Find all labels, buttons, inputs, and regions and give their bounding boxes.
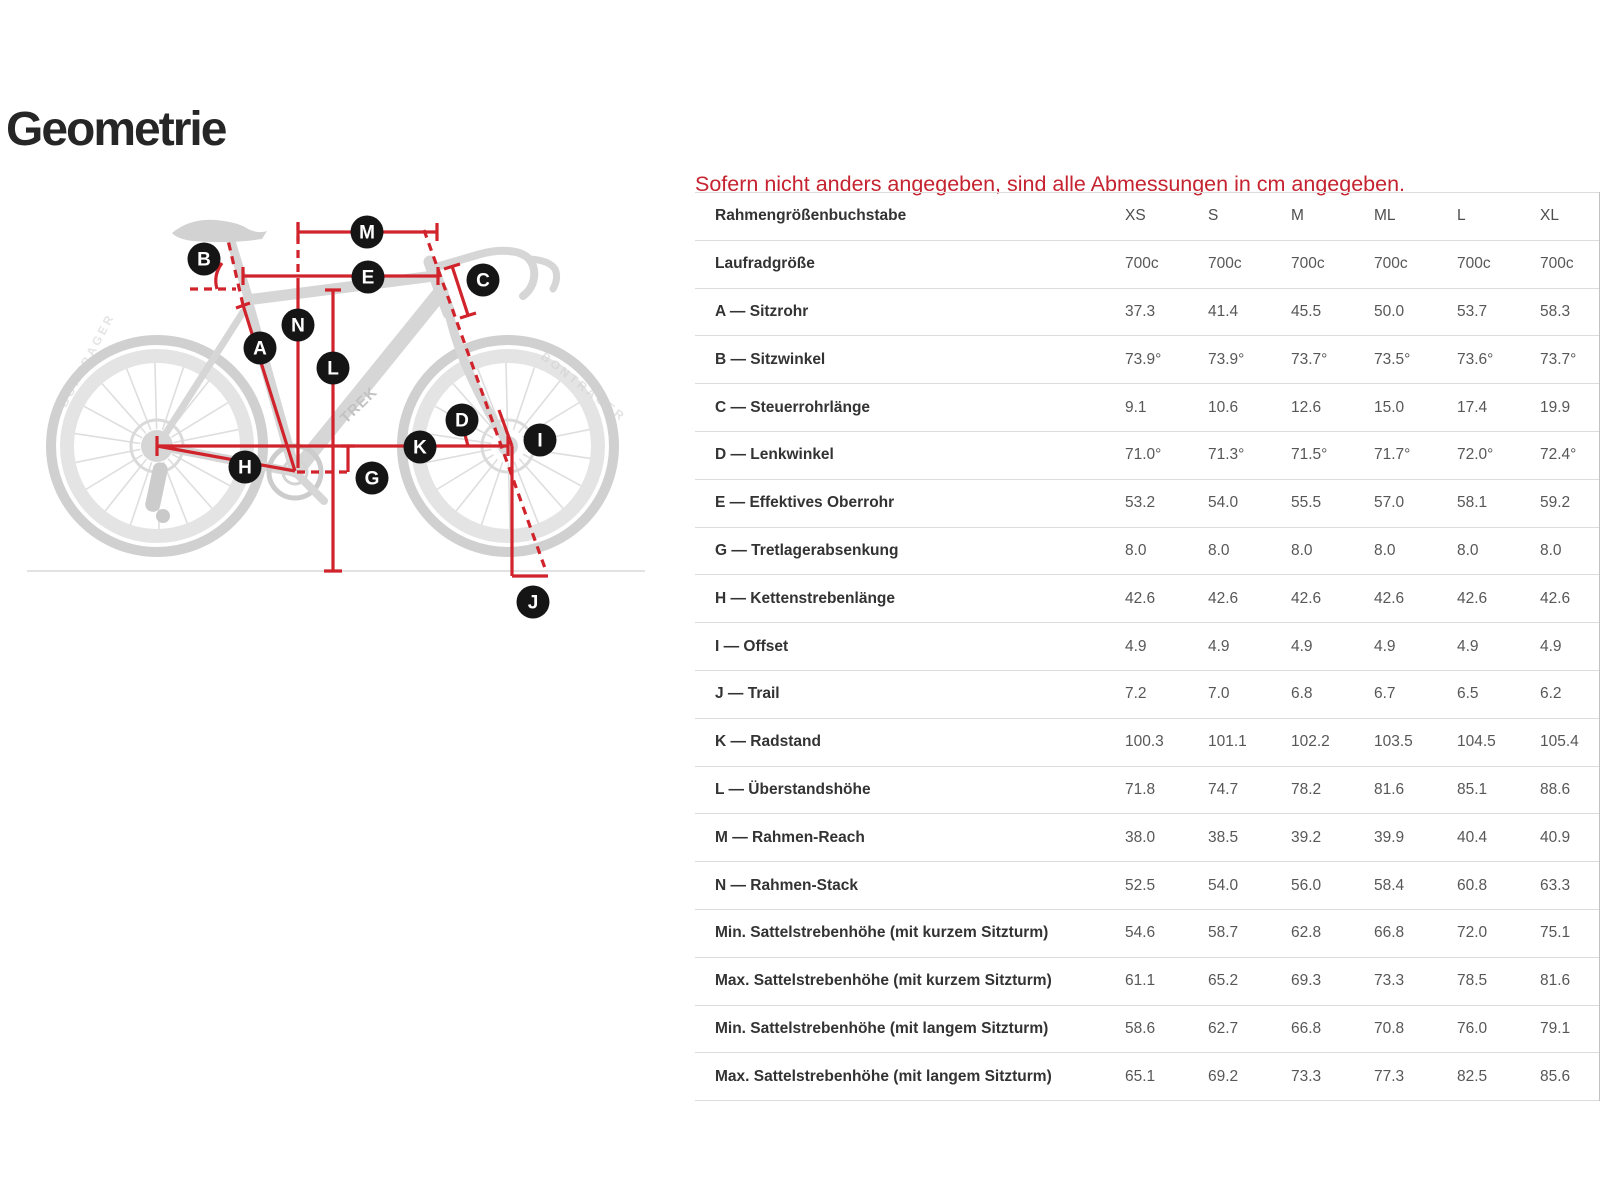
cell-value: 73.7° (1540, 336, 1600, 384)
table-row (695, 909, 1600, 957)
cell-value: 12.6 (1291, 384, 1374, 432)
cell-value: 58.3 (1540, 288, 1600, 336)
cell-value: 63.3 (1540, 862, 1600, 910)
cell-value: 56.0 (1291, 862, 1374, 910)
svg-text:A: A (253, 338, 267, 360)
cell-value: 78.5 (1457, 957, 1540, 1005)
cell-value: 8.0 (1125, 527, 1208, 575)
label-B (188, 243, 221, 276)
cell-value: 8.0 (1457, 527, 1540, 575)
cell-value: 19.9 (1540, 384, 1600, 432)
cell-value: 42.6 (1540, 575, 1600, 623)
label-E (352, 261, 385, 294)
cell-value: 78.2 (1291, 766, 1374, 814)
cell-value: 700c (1208, 240, 1291, 288)
cell-value: 73.3 (1291, 1053, 1374, 1101)
cell-value: 6.2 (1540, 670, 1600, 718)
cell-value: 62.8 (1291, 909, 1374, 957)
label-H (229, 451, 262, 484)
bike-diagram-svg (0, 180, 680, 640)
row-label: Laufradgröße (695, 240, 1125, 288)
cell-value: 700c (1125, 240, 1208, 288)
svg-text:D: D (455, 410, 469, 432)
svg-text:E: E (361, 267, 375, 289)
row-label: E — Effektives Oberrohr (695, 479, 1125, 527)
table-row (695, 431, 1600, 479)
row-label: J — Trail (695, 670, 1125, 718)
cell-value: 71.8 (1125, 766, 1208, 814)
cell-value: 72.0 (1457, 909, 1540, 957)
cell-value: 105.4 (1540, 718, 1600, 766)
table-row (695, 957, 1600, 1005)
cell-value: 73.5° (1374, 336, 1457, 384)
cell-value: 66.8 (1374, 909, 1457, 957)
cell-value: 59.2 (1540, 479, 1600, 527)
cell-value: 700c (1374, 240, 1457, 288)
cell-value: 76.0 (1457, 1005, 1540, 1053)
cell-value: 42.6 (1374, 575, 1457, 623)
geometry-table (695, 192, 1600, 1101)
cell-value: 53.7 (1457, 288, 1540, 336)
wheel-brand-decal-rear: BONTRAGER (56, 310, 118, 410)
cell-value: 17.4 (1457, 384, 1540, 432)
cell-value: 38.0 (1125, 814, 1208, 862)
column-header: ML (1374, 193, 1457, 241)
table-row (695, 336, 1600, 384)
cell-value: 85.1 (1457, 766, 1540, 814)
cell-value: 39.9 (1374, 814, 1457, 862)
svg-text:C: C (476, 270, 490, 292)
cell-value: 8.0 (1208, 527, 1291, 575)
cell-value: 101.1 (1208, 718, 1291, 766)
svg-text:I: I (537, 430, 543, 452)
table-row (695, 766, 1600, 814)
cell-value: 73.9° (1208, 336, 1291, 384)
table-row (695, 527, 1600, 575)
bike-geometry-diagram (0, 180, 680, 640)
label-A (244, 332, 277, 365)
label-D (446, 404, 479, 437)
svg-text:H: H (238, 457, 252, 479)
cell-value: 69.3 (1291, 957, 1374, 1005)
cell-value: 54.0 (1208, 479, 1291, 527)
cell-value: 58.4 (1374, 862, 1457, 910)
cell-value: 4.9 (1291, 623, 1374, 671)
wheel-brand-decal-front: BONTRAGER (538, 349, 629, 425)
cell-value: 54.0 (1208, 862, 1291, 910)
units-note: Sofern nicht anders angegeben, sind alle Abmessungen in cm angegeben. (695, 171, 1406, 196)
cell-value: 7.0 (1208, 670, 1291, 718)
cell-value: 71.7° (1374, 431, 1457, 479)
cell-value: 9.1 (1125, 384, 1208, 432)
table-row (695, 814, 1600, 862)
svg-text:N: N (291, 315, 305, 337)
column-header: XS (1125, 193, 1208, 241)
cell-value: 58.7 (1208, 909, 1291, 957)
cell-value: 8.0 (1291, 527, 1374, 575)
cell-value: 42.6 (1291, 575, 1374, 623)
cell-value: 82.5 (1457, 1053, 1540, 1101)
svg-text:J: J (527, 592, 539, 614)
label-M (351, 216, 384, 249)
row-label: L — Überstandshöhe (695, 766, 1125, 814)
row-label: I — Offset (695, 623, 1125, 671)
cell-value: 57.0 (1374, 479, 1457, 527)
cell-value: 62.7 (1208, 1005, 1291, 1053)
table-row (695, 623, 1600, 671)
label-I (524, 424, 557, 457)
cell-value: 81.6 (1540, 957, 1600, 1005)
cell-value: 73.7° (1291, 336, 1374, 384)
cell-value: 41.4 (1208, 288, 1291, 336)
row-label: D — Lenkwinkel (695, 431, 1125, 479)
cell-value: 104.5 (1457, 718, 1540, 766)
cell-value: 52.5 (1125, 862, 1208, 910)
cell-value: 40.9 (1540, 814, 1600, 862)
row-label: K — Radstand (695, 718, 1125, 766)
geometry-table-wrap (695, 192, 1600, 1101)
label-C (467, 264, 500, 297)
cell-value: 38.5 (1208, 814, 1291, 862)
cell-value: 40.4 (1457, 814, 1540, 862)
cell-value: 42.6 (1208, 575, 1291, 623)
cell-value: 10.6 (1208, 384, 1291, 432)
cell-value: 50.0 (1374, 288, 1457, 336)
cell-value: 103.5 (1374, 718, 1457, 766)
cell-value: 8.0 (1540, 527, 1600, 575)
cell-value: 4.9 (1374, 623, 1457, 671)
svg-text:K: K (413, 437, 427, 459)
column-header: XL (1540, 193, 1600, 241)
label-J (517, 586, 550, 619)
cell-value: 6.5 (1457, 670, 1540, 718)
cell-value: 700c (1457, 240, 1540, 288)
row-label: G — Tretlagerabsenkung (695, 527, 1125, 575)
cell-value: 79.1 (1540, 1005, 1600, 1053)
cell-value: 102.2 (1291, 718, 1374, 766)
cell-value: 88.6 (1540, 766, 1600, 814)
cell-value: 85.6 (1540, 1053, 1600, 1101)
table-row (695, 288, 1600, 336)
cell-value: 55.5 (1291, 479, 1374, 527)
cell-value: 58.1 (1457, 479, 1540, 527)
cell-value: 73.9° (1125, 336, 1208, 384)
cell-value: 6.8 (1291, 670, 1374, 718)
cell-value: 7.2 (1125, 670, 1208, 718)
table-row (695, 1005, 1600, 1053)
label-L (317, 352, 350, 385)
cell-value: 70.8 (1374, 1005, 1457, 1053)
table-row (695, 240, 1600, 288)
cell-value: 75.1 (1540, 909, 1600, 957)
cell-value: 6.7 (1374, 670, 1457, 718)
cell-value: 4.9 (1457, 623, 1540, 671)
column-header-label: Rahmengrößenbuchstabe (695, 193, 1125, 241)
cell-value: 65.1 (1125, 1053, 1208, 1101)
column-header: L (1457, 193, 1540, 241)
row-label: N — Rahmen-Stack (695, 862, 1125, 910)
cell-value: 4.9 (1125, 623, 1208, 671)
table-row (695, 1053, 1600, 1101)
cell-value: 71.3° (1208, 431, 1291, 479)
cell-value: 8.0 (1374, 527, 1457, 575)
cell-value: 700c (1540, 240, 1600, 288)
table-row (695, 718, 1600, 766)
table-row (695, 862, 1600, 910)
cell-value: 66.8 (1291, 1005, 1374, 1053)
frame-watermark: TREK (336, 383, 382, 427)
row-label: H — Kettenstrebenlänge (695, 575, 1125, 623)
row-label: C — Steuerrohrlänge (695, 384, 1125, 432)
cell-value: 72.0° (1457, 431, 1540, 479)
geometry-table-body (695, 240, 1600, 1100)
label-G (356, 462, 389, 495)
column-header: S (1208, 193, 1291, 241)
cell-value: 100.3 (1125, 718, 1208, 766)
cell-value: 71.0° (1125, 431, 1208, 479)
cell-value: 42.6 (1457, 575, 1540, 623)
header-row (695, 193, 1600, 241)
cell-value: 74.7 (1208, 766, 1291, 814)
cell-value: 42.6 (1125, 575, 1208, 623)
cell-value: 71.5° (1291, 431, 1374, 479)
label-K (404, 431, 437, 464)
row-label: Min. Sattelstrebenhöhe (mit kurzem Sitzturm) (695, 909, 1125, 957)
svg-text:L: L (327, 358, 339, 380)
column-header: M (1291, 193, 1374, 241)
cell-value: 72.4° (1540, 431, 1600, 479)
cell-value: 53.2 (1125, 479, 1208, 527)
row-label: B — Sitzwinkel (695, 336, 1125, 384)
cell-value: 60.8 (1457, 862, 1540, 910)
table-row (695, 575, 1600, 623)
cell-value: 15.0 (1374, 384, 1457, 432)
svg-text:G: G (364, 468, 380, 490)
cell-value: 65.2 (1208, 957, 1291, 1005)
cell-value: 700c (1291, 240, 1374, 288)
page-title: Geometrie (6, 103, 226, 157)
svg-text:M: M (359, 222, 375, 244)
cell-value: 39.2 (1291, 814, 1374, 862)
cell-value: 37.3 (1125, 288, 1208, 336)
cell-value: 58.6 (1125, 1005, 1208, 1053)
label-N (282, 309, 315, 342)
table-row (695, 670, 1600, 718)
row-label: Max. Sattelstrebenhöhe (mit langem Sitzturm) (695, 1053, 1125, 1101)
cell-value: 81.6 (1374, 766, 1457, 814)
row-label: Min. Sattelstrebenhöhe (mit langem Sitzturm) (695, 1005, 1125, 1053)
row-label: A — Sitzrohr (695, 288, 1125, 336)
saddle (172, 220, 267, 242)
table-row (695, 479, 1600, 527)
row-label: M — Rahmen-Reach (695, 814, 1125, 862)
table-row (695, 384, 1600, 432)
cell-value: 73.6° (1457, 336, 1540, 384)
cell-value: 61.1 (1125, 957, 1208, 1005)
cell-value: 73.3 (1374, 957, 1457, 1005)
cell-value: 45.5 (1291, 288, 1374, 336)
cell-value: 4.9 (1208, 623, 1291, 671)
row-label: Max. Sattelstrebenhöhe (mit kurzem Sitzturm) (695, 957, 1125, 1005)
cell-value: 4.9 (1540, 623, 1600, 671)
cell-value: 77.3 (1374, 1053, 1457, 1101)
cell-value: 54.6 (1125, 909, 1208, 957)
svg-text:B: B (197, 249, 211, 271)
cell-value: 69.2 (1208, 1053, 1291, 1101)
